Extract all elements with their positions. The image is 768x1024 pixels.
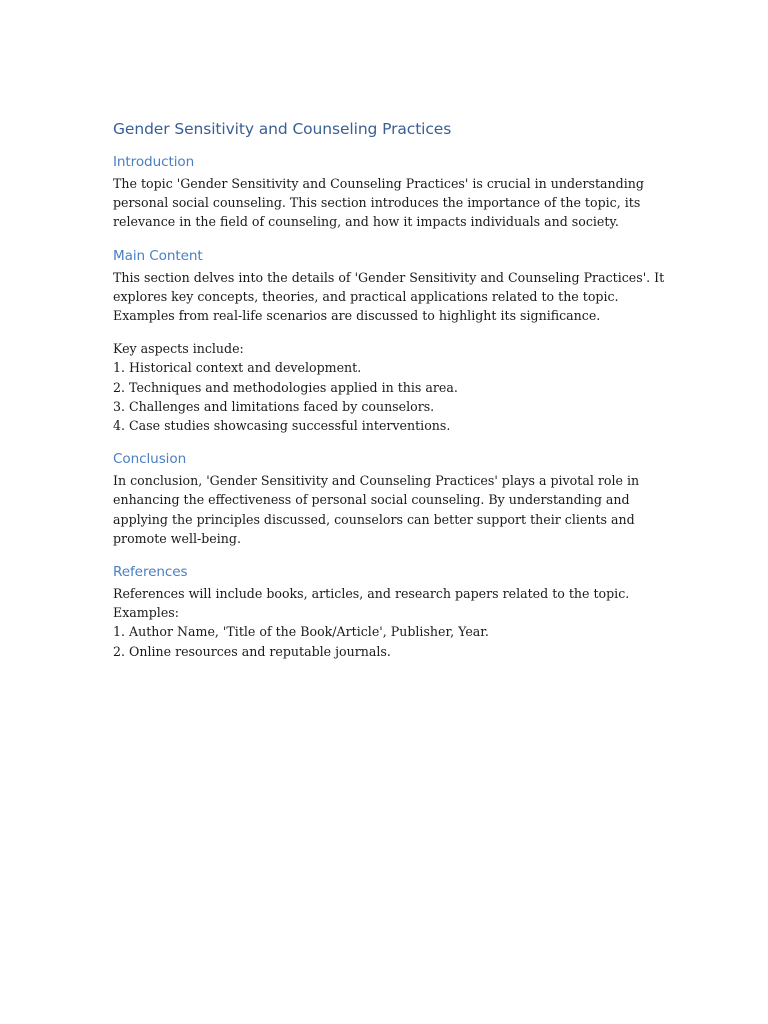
main-content-heading: Main Content bbox=[113, 247, 203, 264]
main-content-body: This section delves into the details of 'Gender Sensitivity and Counseling Practices'. It explores key concepts, theories, and practical applications related to the topic. Examples from real-life scenarios are discussed to highlight its significance. bbox=[113, 269, 665, 324]
list-item: 1. Author Name, 'Title of the Book/Article', Publisher, Year. bbox=[113, 624, 489, 640]
key-aspects-list bbox=[113, 339, 673, 435]
introduction-heading: Introduction bbox=[113, 154, 195, 170]
conclusion-heading: Conclusion bbox=[113, 451, 187, 468]
conclusion-body: In conclusion, 'Gender Sensitivity and Counseling Practices' plays a pivotal role in enhancing the effectiveness of personal social counseling. By understanding and applying the principles discussed, counselors can better support their clients and promote well-being. bbox=[113, 473, 640, 546]
introduction-body: The topic 'Gender Sensitivity and Counseling Practices' is crucial in understanding personal social counseling. This section introduces the importance of the topic, its relevance in the field of counseling, and how it impacts individuals and society. bbox=[113, 176, 644, 230]
list-item: 4. Case studies showcasing successful interventions. bbox=[113, 418, 451, 434]
list-item: 2. Online resources and reputable journals. bbox=[113, 643, 391, 659]
references-heading: References bbox=[113, 564, 188, 581]
references-section bbox=[113, 562, 673, 661]
references-list bbox=[113, 584, 673, 661]
document-page bbox=[113, 118, 673, 675]
references-intro: References will include books, articles, and research papers related to the topic. Examples: bbox=[113, 586, 630, 621]
list-item: 2. Techniques and methodologies applied in this area. bbox=[113, 379, 458, 395]
document-title: Gender Sensitivity and Counseling Practices bbox=[113, 120, 452, 138]
main-content-section bbox=[113, 246, 673, 436]
list-item: 3. Challenges and limitations faced by counselors. bbox=[113, 398, 435, 414]
conclusion-section bbox=[113, 449, 673, 548]
introduction-section bbox=[113, 152, 673, 232]
list-item: 1. Historical context and development. bbox=[113, 360, 362, 376]
key-aspects-intro: Key aspects include: bbox=[113, 341, 244, 357]
